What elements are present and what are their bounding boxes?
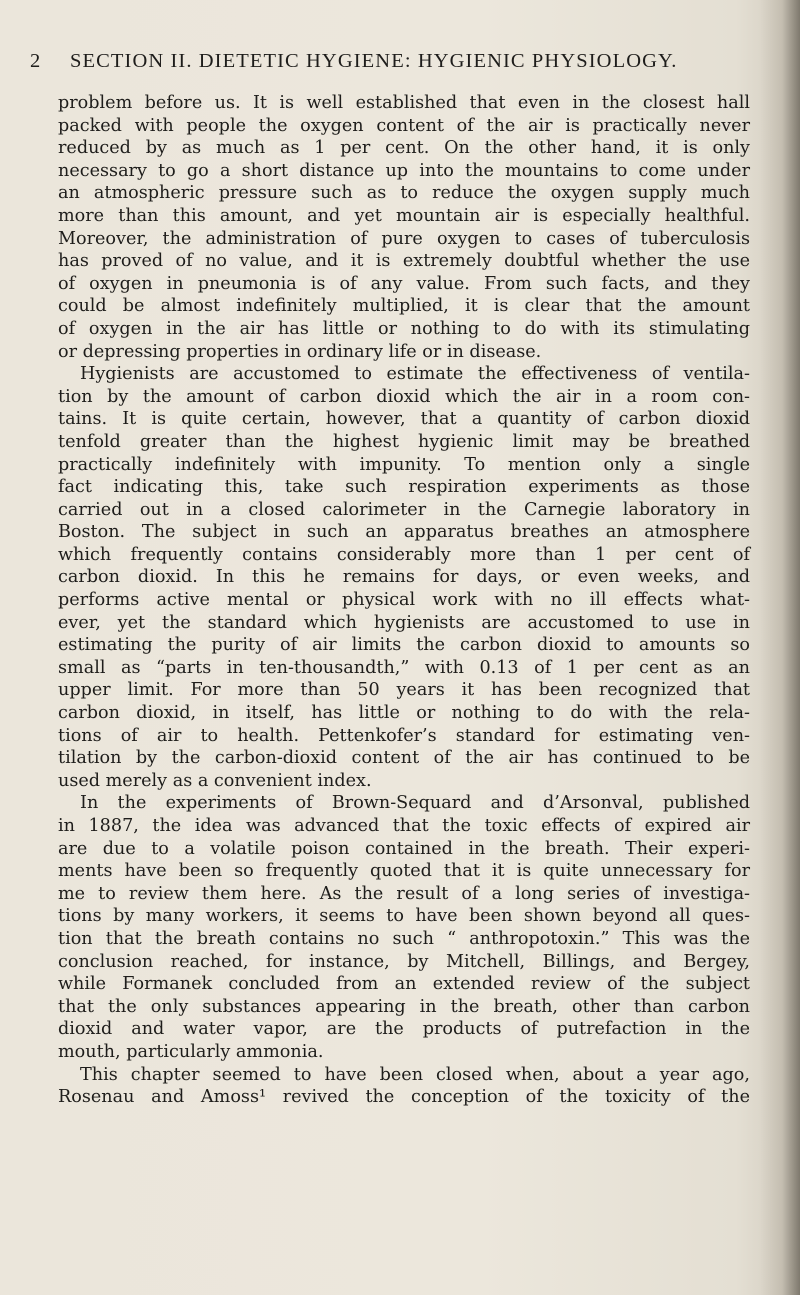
paragraph-start-line: Hygienists are accustomed to estimate the effectiveness of ventila- xyxy=(80,364,750,385)
text-line: estimating the purity of air limits the carbon dioxid to amounts so xyxy=(58,635,750,656)
text-line: could be almost indefinitely multiplied, it is clear that the amount xyxy=(58,296,750,317)
body-text xyxy=(58,92,750,1109)
text-line: carbon dioxid. In this he remains for days, or even weeks, and xyxy=(58,567,750,588)
text-line: Moreover, the administration of pure oxygen to cases of tuberculosis xyxy=(58,228,750,249)
text-line: an atmospheric pressure such as to reduce the oxygen supply much xyxy=(58,183,750,204)
page-number: 2 xyxy=(30,50,42,72)
text-line: Boston. The subject in such an apparatus breathes an atmosphere xyxy=(58,522,750,543)
text-line: packed with people the oxygen content of the air is practically never xyxy=(58,115,750,136)
text-line: Rosenau and Amoss¹ revived the conception of the toxicity of the xyxy=(58,1087,750,1108)
text-line: practically indefinitely with impunity. To mention only a single xyxy=(58,454,750,475)
text-line: tions of air to health. Pettenkofer’s standard for estimating ven- xyxy=(58,725,750,746)
text-line: tion that the breath contains no such “ anthropotoxin.” This was the xyxy=(58,928,750,949)
text-line: tilation by the carbon-dioxid content of the air has continued to be xyxy=(58,748,750,769)
text-line: me to review them here. As the result of a long series of investiga- xyxy=(58,883,750,904)
text-line: small as “parts in ten-thousandth,” with 0.13 of 1 per cent as an xyxy=(58,657,750,678)
text-line: upper limit. For more than 50 years it has been recognized that xyxy=(58,680,750,701)
text-line: are due to a volatile poison contained in the breath. Their experi- xyxy=(58,838,750,859)
text-line: which frequently contains considerably more than 1 per cent of xyxy=(58,544,750,565)
text-line: of oxygen in the air has little or nothing to do with its stimulating xyxy=(58,318,750,339)
text-line: necessary to go a short distance up into the mountains to come under xyxy=(58,160,750,181)
text-line: dioxid and water vapor, are the products of putrefaction in the xyxy=(58,1019,750,1040)
text-line: carried out in a closed calorimeter in the Carnegie laboratory in xyxy=(58,499,750,520)
text-line: more than this amount, and yet mountain air is especially healthful. xyxy=(58,205,750,226)
text-line: tenfold greater than the highest hygienic limit may be breathed xyxy=(58,431,750,452)
paragraph-start-line: In the experiments of Brown-Sequard and d’Arsonval, published xyxy=(80,793,750,814)
text-line: that the only substances appearing in the breath, other than carbon xyxy=(58,996,750,1017)
text-line: reduced by as much as 1 per cent. On the other hand, it is only xyxy=(58,138,750,159)
text-line: while Formanek concluded from an extended review of the subject xyxy=(58,974,750,995)
text-line: performs active mental or physical work with no ill effects what- xyxy=(58,590,750,611)
paragraph-end-line: used merely as a convenient index. xyxy=(58,770,372,791)
text-line: has proved of no value, and it is extremely doubtful whether the use xyxy=(58,251,750,272)
running-head: SECTION II. DIETETIC HYGIENE: HYGIENIC PHYSIOLOGY. xyxy=(70,50,678,72)
paragraph-end-line: mouth, particularly ammonia. xyxy=(58,1041,324,1062)
text-line: conclusion reached, for instance, by Mitchell, Billings, and Bergey, xyxy=(58,951,750,972)
text-line: problem before us. It is well established that even in the closest hall xyxy=(58,93,750,113)
paragraph-start-line: This chapter seemed to have been closed when, about a year ago, xyxy=(80,1064,750,1085)
text-line: carbon dioxid, in itself, has little or nothing to do with the rela- xyxy=(58,703,750,724)
text-line: tions by many workers, it seems to have been shown beyond all ques- xyxy=(58,906,750,927)
text-line: fact indicating this, take such respiration experiments as those xyxy=(58,477,750,498)
text-line: tains. It is quite certain, however, that a quantity of carbon dioxid xyxy=(58,409,750,430)
text-line: in 1887, the idea was advanced that the toxic effects of expired air xyxy=(58,816,750,836)
text-line: of oxygen in pneumonia is of any value. From such facts, and they xyxy=(58,273,750,294)
text-line: tion by the amount of carbon dioxid which the air in a room con- xyxy=(58,386,750,407)
page-edge-shadow xyxy=(760,0,800,1295)
page-header xyxy=(30,50,750,76)
paragraph-end-line: or depressing properties in ordinary life or in disease. xyxy=(58,341,542,362)
text-line: ever, yet the standard which hygienists are accustomed to use in xyxy=(58,612,750,633)
text-line: ments have been so frequently quoted that it is quite unnecessary for xyxy=(58,861,750,882)
